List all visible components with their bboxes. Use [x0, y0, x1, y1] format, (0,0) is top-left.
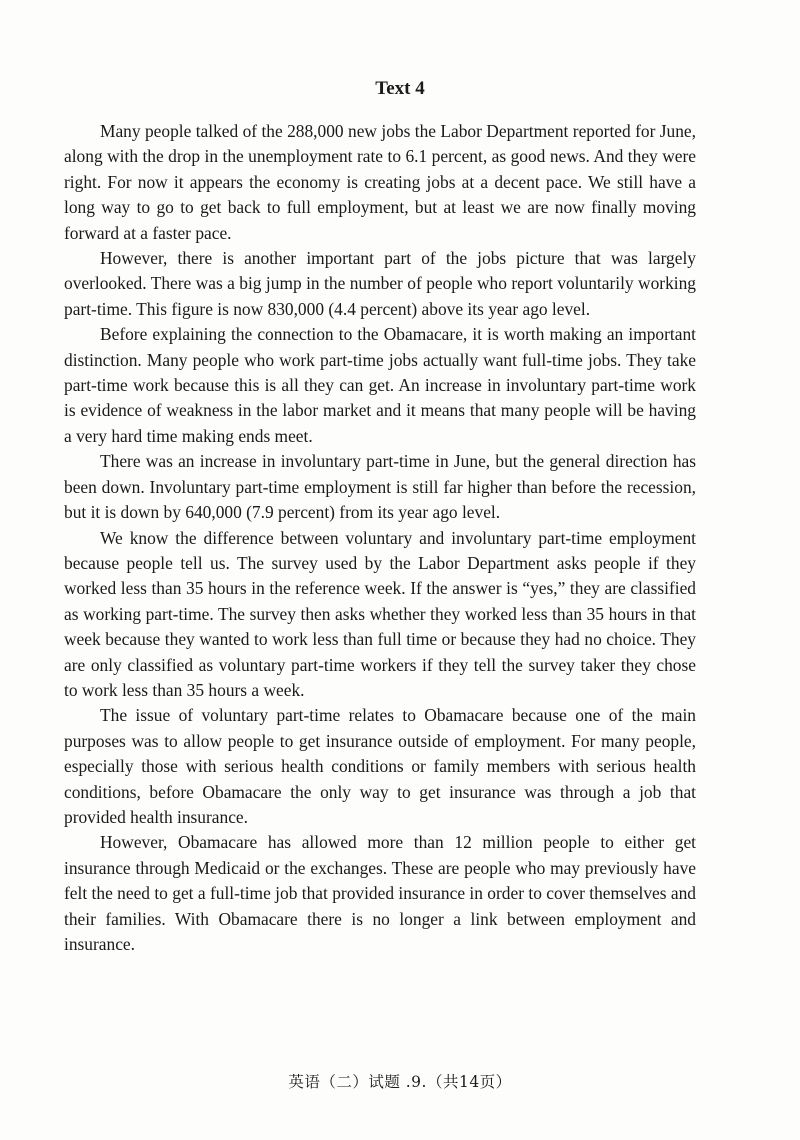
paragraph-4: There was an increase in involuntary part-time in June, but the general direction has been down. Involuntary part-time employment is still far higher than before the recession, but it is down by 640,000 (7.9 percent) from its year ago level. — [64, 451, 696, 523]
paragraph-2: However, there is another important part of the jobs picture that was largely overlooked. There was a big jump in the number of people who report voluntarily working part-time. This figure is now 830,000 (4.4 percent) above its year ago level. — [64, 248, 696, 319]
paragraph-1: Many people talked of the 288,000 new jobs the Labor Department reported for June, along with the drop in the unemployment rate to 6.1 percent, as good news. And they were right. For now it appears the economy is creating jobs at a decent pace. We still have a long way to go to get back to full employment, but at least we are now finally moving forward at a faster pace. — [64, 121, 696, 243]
paragraph-6: The issue of voluntary part-time relates to Obamacare because one of the main purposes was to allow people to get insurance outside of employment. For many people, especially those with serious health conditions or family members with serious health conditions, before Obamacare the only way to get insurance was through a job that provided health insurance. — [64, 705, 696, 827]
text-title: Text 4 — [375, 78, 425, 99]
paragraph-5: We know the difference between voluntary and involuntary part-time employment because people tell us. The survey used by the Labor Department asks people if they worked less than 35 hours in the reference week. If the answer is “yes,” they are classified as working part-time. The survey then asks whether they worked less than 35 hours in that week because they wanted to work less than full time or because they had no choice. They are only classified as voluntary part-time workers if they tell the survey taker they chose to work less than 35 hours a week. — [64, 527, 696, 700]
passage-body — [64, 119, 696, 957]
paragraph-7: However, Obamacare has allowed more than 12 million people to either get insurance through Medicaid or the exchanges. These are people who may previously have felt the need to get a full-time job that provided insurance in order to cover themselves and their families. With Obamacare there is no longer a link between employment and insurance. — [64, 832, 696, 954]
page-footer: 英语（二）试题 .9.（共14页） — [288, 1073, 512, 1091]
paragraph-3: Before explaining the connection to the Obamacare, it is worth making an important distinction. Many people who work part-time jobs actually want full-time jobs. They take part-time work because this is all they can get. An increase in involuntary part-time work is evidence of weakness in the labor market and it means that many people will be having a very hard time making ends meet. — [64, 324, 696, 446]
